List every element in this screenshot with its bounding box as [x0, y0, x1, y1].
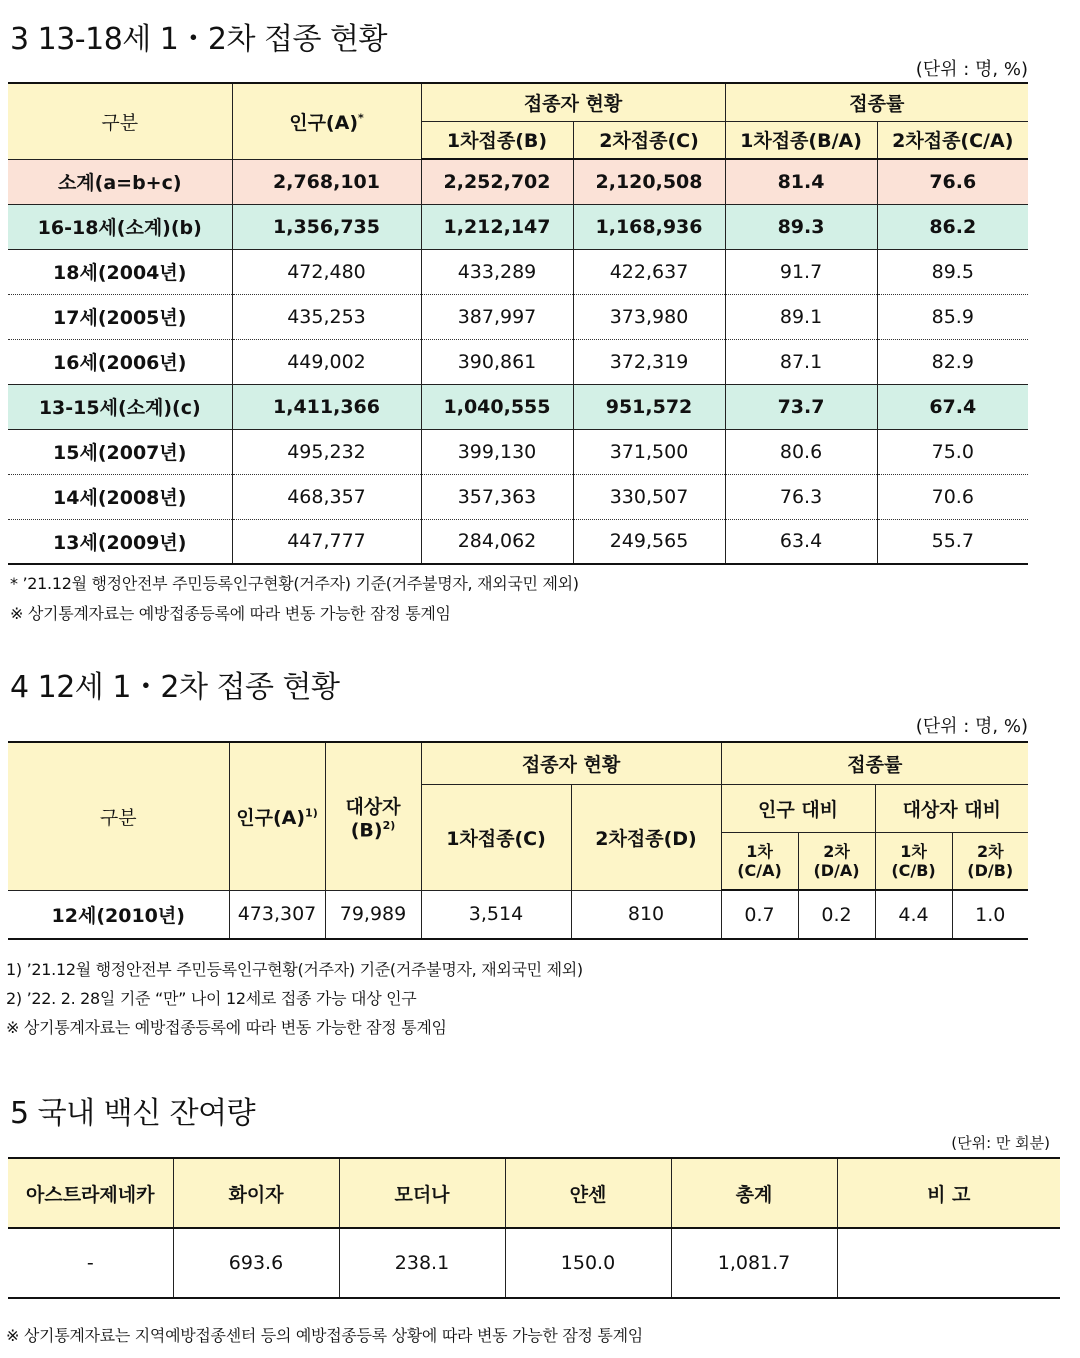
cell-rate2: 82.9: [877, 339, 1028, 384]
header-janssen: 얀센: [505, 1158, 671, 1228]
header-target: 대상자 $(B)^{2)}$: [325, 742, 421, 890]
cell-rate2: 86.2: [877, 204, 1028, 249]
cell-target: 79,989: [325, 890, 421, 939]
section3-table: [8, 82, 1028, 565]
cell-dose1: 357,363: [421, 474, 573, 519]
section3-unit: (단위 : 명, %): [915, 59, 1028, 80]
cell-rate1: 76.3: [725, 474, 877, 519]
cell-rate1: 87.1: [725, 339, 877, 384]
cell-rate-d-a: 0.2: [798, 890, 875, 939]
cell-population: 1,356,735: [232, 204, 421, 249]
cell-dose2: 372,319: [573, 339, 725, 384]
header-category: 구분: [8, 742, 229, 890]
cell-population: 2,768,101: [232, 159, 421, 204]
row-label: 14세(2008년): [8, 474, 232, 519]
cell-rate1: 73.7: [725, 384, 877, 429]
table-row-subtotal-c: [8, 384, 1028, 429]
section4-heading: 4 12세 1・2차 접종 현황: [10, 670, 340, 705]
cell-dose1: 1,040,555: [421, 384, 573, 429]
row-label: 13세(2009년): [8, 519, 232, 564]
cell-dose2: 810: [571, 890, 721, 939]
cell-rate2: 70.6: [877, 474, 1028, 519]
table-row: [8, 339, 1028, 384]
section4-note-1: 1) ’21.12월 행정안전부 주민등록인구현황(거주자) 기준(거주불명자, 재외국민 제외): [6, 960, 583, 979]
cell-rate1: 81.4: [725, 159, 877, 204]
table-row: [8, 1228, 1060, 1298]
cell-dose2: 371,500: [573, 429, 725, 474]
section5-heading: 5 국내 백신 잔여량: [10, 1096, 256, 1131]
cell-rate2: 85.9: [877, 294, 1028, 339]
row-label: 18세(2004년): [8, 249, 232, 294]
section5-unit: (단위: 만 회분): [951, 1134, 1050, 1152]
cell-rate-d-b: 1.0: [952, 890, 1028, 939]
header-remarks: 비 고: [837, 1158, 1060, 1228]
header-dose1: 1차접종(C): [421, 784, 571, 890]
cell-rate1: 91.7: [725, 249, 877, 294]
header-vaccinated-group: 접종자 현황: [421, 742, 721, 784]
header-rate-d-a: 2차 (D/A): [798, 832, 875, 890]
section5-table: [8, 1157, 1060, 1299]
header-total: 총계: [671, 1158, 837, 1228]
header-population: 인구$(A)^{1)}$: [229, 742, 325, 890]
cell-population: 449,002: [232, 339, 421, 384]
header-rate-group: 접종률: [721, 742, 1028, 784]
cell-population: 495,232: [232, 429, 421, 474]
header-vs-target: 대상자 대비: [875, 784, 1028, 832]
cell-dose2: 422,637: [573, 249, 725, 294]
cell-moderna: 238.1: [339, 1228, 505, 1298]
cell-population: 472,480: [232, 249, 421, 294]
header-dose1: 1차접종(B): [421, 121, 573, 159]
table-row: [8, 519, 1028, 564]
cell-dose1: 387,997: [421, 294, 573, 339]
cell-rate-c-a: 0.7: [721, 890, 798, 939]
cell-pfizer: 693.6: [173, 1228, 339, 1298]
cell-remarks: [837, 1228, 1060, 1298]
section4-note-2: 2) ’22. 2. 28일 기준 “만” 나이 12세로 접종 가능 대상 인구: [6, 989, 417, 1008]
section4-unit: (단위 : 명, %): [915, 716, 1028, 737]
header-vaccinated-group: 접종자 현황: [421, 83, 725, 121]
cell-rate2: 67.4: [877, 384, 1028, 429]
row-label: 12세(2010년): [8, 890, 229, 939]
cell-dose2: 330,507: [573, 474, 725, 519]
cell-rate1: 63.4: [725, 519, 877, 564]
cell-rate-c-b: 4.4: [875, 890, 952, 939]
section4-note-3: ※ 상기통계자료는 예방접종등록에 따라 변동 가능한 잠정 통계임: [6, 1018, 447, 1037]
row-label: 13-15세(소계)(c): [8, 384, 232, 429]
header-rate2: 2차접종(C/A): [877, 121, 1028, 159]
cell-dose2: 951,572: [573, 384, 725, 429]
cell-dose1: 284,062: [421, 519, 573, 564]
header-rate-c-a: 1차 (C/A): [721, 832, 798, 890]
header-rate-group: 접종률: [725, 83, 1028, 121]
header-astrazeneca: 아스트라제네카: [8, 1158, 173, 1228]
cell-population: 447,777: [232, 519, 421, 564]
table-row: [8, 474, 1028, 519]
cell-dose1: 390,861: [421, 339, 573, 384]
section5-note: ※ 상기통계자료는 지역예방접종센터 등의 예방접종등록 상황에 따라 변동 가능한 잠정 통계임: [6, 1326, 643, 1345]
section3-note-2: ※ 상기통계자료는 예방접종등록에 따라 변동 가능한 잠정 통계임: [10, 604, 451, 623]
table-row: [8, 294, 1028, 339]
cell-janssen: 150.0: [505, 1228, 671, 1298]
cell-rate2: 75.0: [877, 429, 1028, 474]
population-footnote-mark: 1): [305, 806, 318, 820]
cell-dose2: 373,980: [573, 294, 725, 339]
cell-population: 435,253: [232, 294, 421, 339]
section3-note-1: * ’21.12월 행정안전부 주민등록인구현황(거주자) 기준(거주불명자, 재외국민 제외): [10, 574, 579, 593]
header-vs-population: 인구 대비: [721, 784, 875, 832]
cell-population: 1,411,366: [232, 384, 421, 429]
cell-total: 1,081.7: [671, 1228, 837, 1298]
table-row: [8, 429, 1028, 474]
cell-dose1: 1,212,147: [421, 204, 573, 249]
header-pfizer: 화이자: [173, 1158, 339, 1228]
cell-astrazeneca: -: [8, 1228, 173, 1298]
cell-rate2: 55.7: [877, 519, 1028, 564]
header-population: 인구(A)*: [232, 83, 421, 159]
cell-dose2: 2,120,508: [573, 159, 725, 204]
cell-rate1: 89.1: [725, 294, 877, 339]
cell-rate1: 89.3: [725, 204, 877, 249]
row-label: 16세(2006년): [8, 339, 232, 384]
header-dose2: 2차접종(D): [571, 784, 721, 890]
cell-dose2: 249,565: [573, 519, 725, 564]
cell-population: 468,357: [232, 474, 421, 519]
header-dose2: 2차접종(C): [573, 121, 725, 159]
header-rate-c-b: 1차 (C/B): [875, 832, 952, 890]
header-moderna: 모더나: [339, 1158, 505, 1228]
cell-dose1: 2,252,702: [421, 159, 573, 204]
table-row-total: [8, 159, 1028, 204]
cell-dose1: 433,289: [421, 249, 573, 294]
header-rate-d-b: 2차 (D/B): [952, 832, 1028, 890]
row-label: 소계(a=b+c): [8, 159, 232, 204]
row-label: 15세(2007년): [8, 429, 232, 474]
table-row: [8, 890, 1028, 939]
cell-population: 473,307: [229, 890, 325, 939]
table-row: [8, 249, 1028, 294]
cell-rate2: 76.6: [877, 159, 1028, 204]
cell-rate1: 80.6: [725, 429, 877, 474]
cell-rate2: 89.5: [877, 249, 1028, 294]
header-category: 구분: [8, 83, 232, 159]
header-rate1: 1차접종(B/A): [725, 121, 877, 159]
section3-heading: 3 13-18세 1・2차 접종 현황: [10, 22, 387, 57]
section4-table: [8, 741, 1028, 940]
row-label: 16-18세(소계)(b): [8, 204, 232, 249]
cell-dose2: 1,168,936: [573, 204, 725, 249]
table-row-subtotal-b: [8, 204, 1028, 249]
population-footnote-mark: *: [358, 111, 364, 125]
cell-dose1: 399,130: [421, 429, 573, 474]
cell-dose1: 3,514: [421, 890, 571, 939]
target-footnote-mark: 2): [382, 818, 396, 832]
row-label: 17세(2005년): [8, 294, 232, 339]
